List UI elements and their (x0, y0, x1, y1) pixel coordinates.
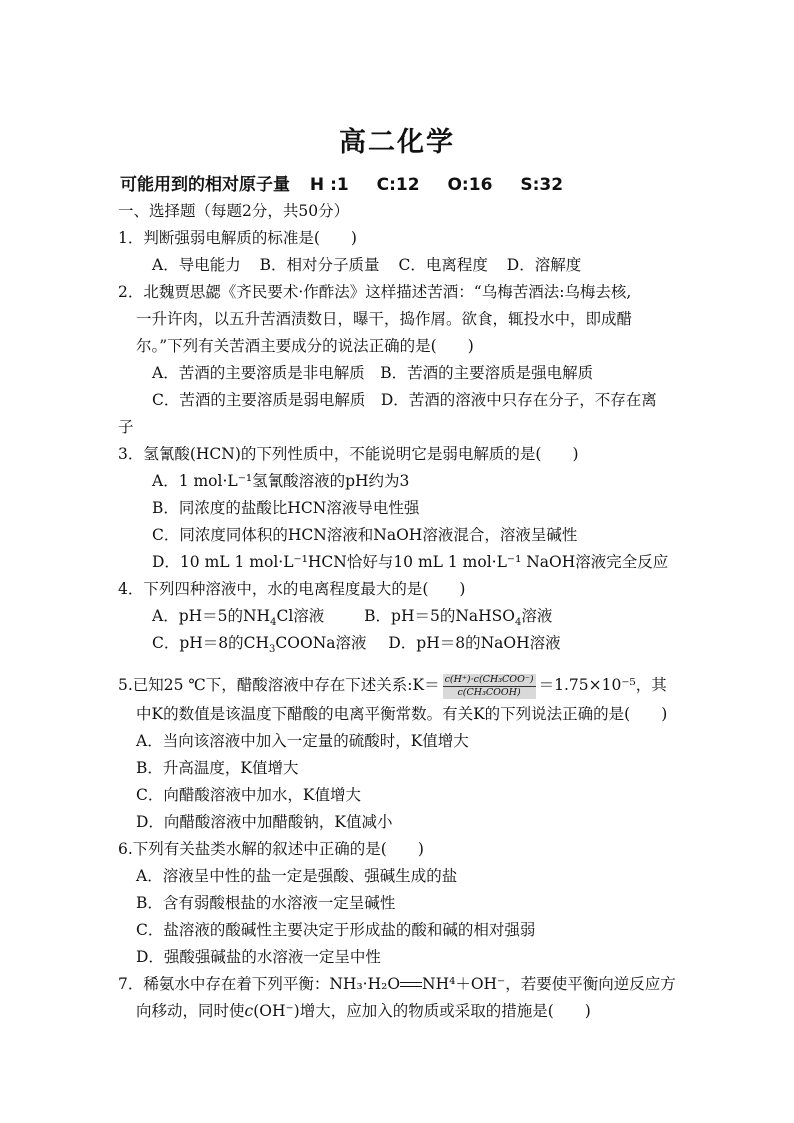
question-3-stem: 3．氢氰酸(HCN)的下列性质中，不能说明它是弱电解质的是( ) (118, 445, 579, 463)
question-4-stem: 4．下列四种溶液中，水的电离程度最大的是( ) (118, 580, 466, 598)
q6-option-a: A．溶液呈中性的盐一定是强酸、强碱生成的盐 (136, 867, 458, 885)
equilibrium-arrow-icon (400, 981, 422, 989)
q5-option-a: A．当向该溶液中加入一定量的硫酸时，K值增大 (136, 732, 469, 750)
q4-option-a (152, 607, 325, 629)
q4-option-c (152, 634, 367, 656)
q2-options-cd-cont: 子 (118, 418, 134, 436)
question-5-line-1 (118, 669, 678, 701)
atomic-masses-label: 可能用到的相对原子量 (120, 175, 290, 195)
question-1-stem: 1．判断强弱电解质的标准是( ) (118, 229, 357, 247)
q6-option-c: C．盐溶液的酸碱性主要决定于形成盐的酸和碱的相对强弱 (136, 921, 536, 939)
q7-line-1-post: NH⁴＋OH⁻，若要使平衡向逆反应方 (422, 975, 676, 993)
q4-options-ab (118, 603, 678, 630)
atomic-mass-c: C:12 (376, 175, 420, 195)
q5-stem-pre: 5.已知25 ℃下，醋酸溶液中存在下述关系:K＝ (118, 676, 440, 694)
q7-line-2-c: c (244, 1002, 254, 1020)
q5-option-b: B．升高温度，K值增大 (136, 759, 299, 777)
question-7-line-2 (118, 998, 678, 1025)
q1-option-d: D．溶解度 (506, 256, 582, 274)
q7-line-2-post: (OH⁻)增大，应加入的物质或采取的措施是( ) (253, 1002, 591, 1020)
q5-stem-post: ＝1.75×10⁻⁵，其 (538, 676, 667, 694)
q4-option-b-sub: 4 (515, 617, 522, 629)
q1-option-a: A．导电能力 (152, 256, 241, 274)
q4-options-cd (118, 630, 678, 657)
q4-option-a-text: A．pH＝5的NH (152, 607, 271, 625)
q2-options-ab: A．苦酒的主要溶质是非电解质 B．苦酒的主要溶质是强电解质 (152, 364, 594, 382)
atomic-mass-s: S:32 (520, 175, 564, 195)
q5-fraction (443, 674, 536, 699)
q4-option-b-text: B．pH＝5的NaHSO (364, 607, 515, 625)
question-7-line-1 (118, 971, 678, 998)
question-2-line-3: 尔。”下列有关苦酒主要成分的说法正确的是( ) (136, 337, 474, 355)
q4-option-a-sub: 4 (270, 617, 277, 629)
q4-option-b-text-2: 溶液 (521, 607, 553, 625)
question-2-line-1: 2．北魏贾思勰《齐民要术·作酢法》这样描述苦酒：“乌梅苦酒法:乌梅去核, (118, 283, 632, 301)
q6-option-d: D．强酸强碱盐的水溶液一定呈中性 (136, 948, 381, 966)
question-5-line-2: 中K的数值是该温度下醋酸的电离平衡常数。有关K的下列说法正确的是( ) (136, 705, 668, 723)
q1-option-b: B．相对分子质量 (259, 256, 380, 274)
q2-options-cd: C．苦酒的主要溶质是弱电解质 D．苦酒的溶液中只存在分子，不存在离 (152, 391, 657, 409)
question-list (118, 198, 678, 1025)
atomic-mass-h: H :1 (309, 175, 349, 195)
q4-option-c-text-2: COONa溶液 (275, 634, 367, 652)
q7-line-2-pre: 向移动，同时使 (136, 1002, 245, 1020)
q5-option-d: D．向醋酸溶液中加醋酸钠，K值减小 (136, 813, 393, 831)
q3-option-c: C．同浓度同体积的HCN溶液和NaOH溶液混合，溶液呈碱性 (152, 526, 578, 544)
q1-option-c: C．电离程度 (398, 256, 488, 274)
page-title: 高二化学 (339, 127, 455, 158)
question-6-stem: 6.下列有关盐类水解的叙述中正确的是( ) (118, 840, 424, 858)
question-2-line-2: 一升许肉，以五升苦酒渍数日，曝干，捣作屑。欲食，辄投水中，即成醋 (136, 310, 633, 328)
question-1-options (118, 252, 678, 279)
q6-option-b: B．含有弱酸根盐的水溶液一定呈碱性 (136, 894, 396, 912)
q3-option-b: B．同浓度的盐酸比HCN溶液导电性强 (152, 499, 420, 517)
q3-option-d: D．10 mL 1 mol·L⁻¹HCN恰好与10 mL 1 mol·L⁻¹ NaOH溶液完全反应 (152, 553, 669, 571)
atomic-masses-line (120, 170, 585, 195)
q5-option-c: C．向醋酸溶液中加水，K值增大 (136, 786, 361, 804)
q4-option-c-text: C．pH＝8的CH (152, 634, 270, 652)
section-heading: 一、选择题（每题2分，共50分） (118, 202, 350, 220)
q5-fraction-numerator: c(H⁺)·c(CH₃COO⁻) (444, 673, 534, 685)
q4-option-a-text-2: Cl溶液 (276, 607, 325, 625)
q4-option-b (364, 607, 553, 629)
q7-line-1-pre: 7．稀氨水中存在着下列平衡：NH₃·H₂O (118, 975, 401, 993)
q5-fraction-denominator: c(CH₃COOH) (443, 687, 536, 699)
q4-option-c-sub: 3 (269, 644, 276, 656)
q4-option-d: D．pH＝8的NaOH溶液 (388, 634, 561, 652)
atomic-mass-o: O:16 (447, 175, 493, 195)
q3-option-a: A．1 mol·L⁻¹氢氰酸溶液的pH约为3 (152, 472, 410, 490)
